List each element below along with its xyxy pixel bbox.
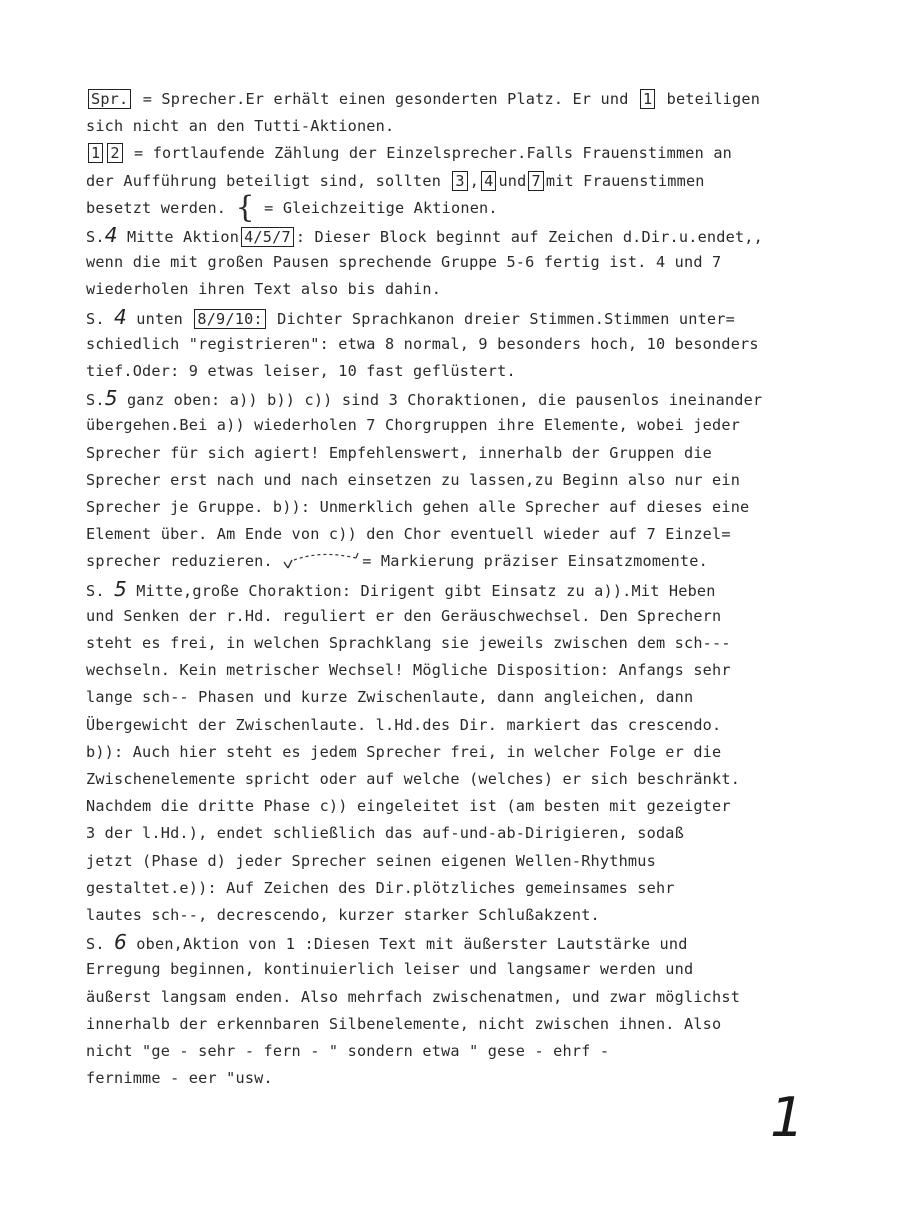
text-segment: , — [469, 171, 480, 190]
text-segment: Nachdem die dritte Phase c)) eingeleitet ist (am besten mit gezeigter — [86, 797, 731, 816]
text-segment: lautes sch--, decrescendo, kurzer starker Schlußakzent. — [86, 906, 600, 924]
boxed-label: 3 — [452, 171, 467, 191]
text-segment: mit Frauenstimmen — [545, 171, 705, 190]
text-line — [86, 279, 816, 299]
text-line — [86, 905, 816, 925]
text-segment: Element über. Am Ende von c)) den Chor eventuell wieder auf 7 Einzel= — [86, 525, 731, 544]
text-segment: unten — [126, 309, 193, 328]
text-line — [86, 606, 816, 626]
text-segment: nicht "ge - sehr - fern - " sondern etwa " gese - ehrf - — [86, 1042, 610, 1060]
text-line — [86, 551, 816, 572]
text-line — [86, 361, 816, 381]
text-segment: oben,Aktion von 1 :Diesen Text mit äußerster Lautstärke und — [126, 935, 688, 954]
boxed-label: 1 — [640, 89, 655, 109]
text-line — [86, 796, 816, 816]
text-line — [86, 171, 816, 191]
handwritten-page-ref: 5 — [104, 386, 118, 411]
text-segment: innerhalb der erkennbaren Silbenelemente, nicht zwischen ihnen. Also — [86, 1014, 722, 1033]
handwritten-page-ref: 4 — [114, 304, 127, 329]
text-line — [86, 252, 816, 272]
text-line — [86, 987, 816, 1007]
text-segment: = Sprecher.Er erhält einen gesonderten Platz. Er und — [133, 90, 638, 108]
text-segment: Zwischenelemente spricht oder auf welche (welches) er sich beschränkt. — [86, 770, 741, 788]
boxed-label: Spr. — [88, 89, 131, 109]
text-segment: Dichter Sprachkanon dreier Stimmen.Stimmen unter= — [267, 309, 735, 328]
text-segment: wiederholen ihren Text also bis dahin. — [86, 280, 442, 299]
text-segment: wenn die mit großen Pausen sprechende Gruppe 5-6 fertig ist. 4 und 7 — [86, 253, 722, 272]
text-line — [86, 304, 816, 329]
text-line — [86, 388, 816, 410]
text-line — [86, 851, 816, 871]
text-line — [86, 470, 816, 490]
text-line — [86, 524, 816, 544]
boxed-label: 1 — [88, 143, 103, 163]
text-segment: fernimme - eer "usw. — [86, 1069, 273, 1088]
text-line — [86, 660, 816, 680]
text-line — [86, 878, 816, 898]
text-line — [86, 116, 816, 136]
text-line — [86, 959, 816, 979]
text-segment: = Gleichzeitige Aktionen. — [254, 198, 498, 217]
text-line — [86, 189, 816, 225]
boxed-label: 2 — [107, 143, 122, 163]
text-segment: ganz oben: a)) b)) c)) sind 3 Choraktionen, die pausenlos ineinander — [117, 391, 763, 410]
text-segment: beteiligen — [657, 90, 761, 108]
text-line — [86, 334, 816, 354]
handwritten-page-ref: 6 — [114, 930, 127, 955]
boxed-label: 4/5/7 — [241, 227, 294, 247]
text-segment: Erregung beginnen, kontinuierlich leiser und langsamer werden und — [86, 960, 694, 979]
text-segment: Mitte,große Choraktion: Dirigent gibt Einsatz zu a)).Mit Heben — [126, 581, 716, 600]
text-segment: S. — [86, 581, 115, 600]
boxed-label: 8/9/10: — [194, 309, 265, 329]
text-segment: = fortlaufende Zählung der Einzelsprecher.Falls Frauenstimmen an — [124, 144, 733, 163]
text-segment: lange sch-- Phasen und kurze Zwischenlaute, dann angleichen, dann — [86, 688, 694, 707]
text-line — [86, 1041, 816, 1061]
entry-marker-icon — [282, 552, 362, 572]
brace-symbol: { — [235, 189, 255, 225]
text-line — [86, 1014, 816, 1034]
text-line — [86, 769, 816, 789]
text-segment: b)): Auch hier steht es jedem Sprecher frei, in welcher Folge er die — [86, 742, 722, 761]
text-line — [86, 715, 816, 735]
text-segment: : Dieser Block beginnt auf Zeichen d.Dir.u.endet,, — [295, 228, 763, 246]
text-segment: Übergewicht der Zwischenlaute. l.Hd.des Dir. markiert das crescendo. — [86, 715, 722, 734]
text-line — [86, 89, 816, 109]
text-segment: S. — [86, 309, 115, 328]
text-segment: wechseln. Kein metrischer Wechsel! Mögliche Disposition: Anfangs sehr — [86, 661, 731, 680]
text-segment: und — [498, 171, 527, 190]
text-segment: gestaltet.e)): Auf Zeichen des Dir.plötzliches gemeinsames sehr — [86, 878, 675, 897]
text-line — [86, 742, 816, 762]
handwritten-page-ref: 5 — [114, 576, 127, 601]
text-segment: steht es frei, in welchen Sprachklang sie jeweils zwischen dem sch--- — [86, 634, 731, 652]
text-line — [86, 823, 816, 843]
text-line — [86, 415, 816, 435]
text-segment: Mitte Aktion — [117, 228, 240, 246]
text-line — [86, 225, 816, 247]
text-segment: Sprecher für sich agiert! Empfehlenswert, innerhalb der Gruppen die — [86, 443, 713, 462]
text-segment: Sprecher je Gruppe. b)): Unmerklich gehen alle Sprecher auf dieses eine — [86, 498, 750, 516]
text-segment: äußerst langsam enden. Also mehrfach zwischenatmen, und zwar möglichst — [86, 987, 741, 1006]
text-line — [86, 576, 816, 601]
text-segment: schiedlich "registrieren": etwa 8 normal, 9 besonders hoch, 10 besonders — [86, 334, 759, 353]
text-line — [86, 1068, 816, 1088]
text-segment: übergehen.Bei a)) wiederholen 7 Chorgruppen ihre Elemente, wobei jeder — [86, 416, 741, 435]
text-segment: S. — [86, 935, 115, 954]
text-segment: Sprecher erst nach und nach einsetzen zu lassen,zu Beginn also nur ein — [86, 470, 741, 489]
text-segment: sich nicht an den Tutti-Aktionen. — [86, 117, 395, 136]
handwritten-page-ref: 4 — [104, 223, 118, 247]
text-line — [86, 932, 816, 954]
text-line — [86, 497, 816, 517]
text-segment: besetzt werden. — [86, 198, 236, 217]
text-segment: = Markierung präziser Einsatzmomente. — [362, 552, 708, 571]
text-line — [86, 143, 816, 163]
boxed-label: 4 — [481, 171, 496, 191]
text-segment: S. — [86, 228, 105, 246]
text-line — [86, 687, 816, 707]
text-segment: sprecher reduzieren. — [86, 552, 283, 571]
text-line — [86, 443, 816, 463]
text-segment: S. — [86, 391, 105, 410]
text-segment: jetzt (Phase d) jeder Sprecher seinen eigenen Wellen-Rhythmus — [86, 851, 656, 870]
page-number: 1 — [770, 1086, 805, 1149]
text-segment: der Aufführung beteiligt sind, sollten — [86, 171, 451, 190]
boxed-label: 7 — [528, 171, 543, 191]
text-segment: 3 der l.Hd.), endet schließlich das auf-und-ab-Dirigieren, sodaß — [86, 824, 684, 843]
text-segment: tief.Oder: 9 etwas leiser, 10 fast geflüstert. — [86, 362, 516, 380]
text-line — [86, 633, 816, 653]
text-segment: und Senken der r.Hd. reguliert er den Geräuschwechsel. Den Sprechern — [86, 606, 722, 625]
